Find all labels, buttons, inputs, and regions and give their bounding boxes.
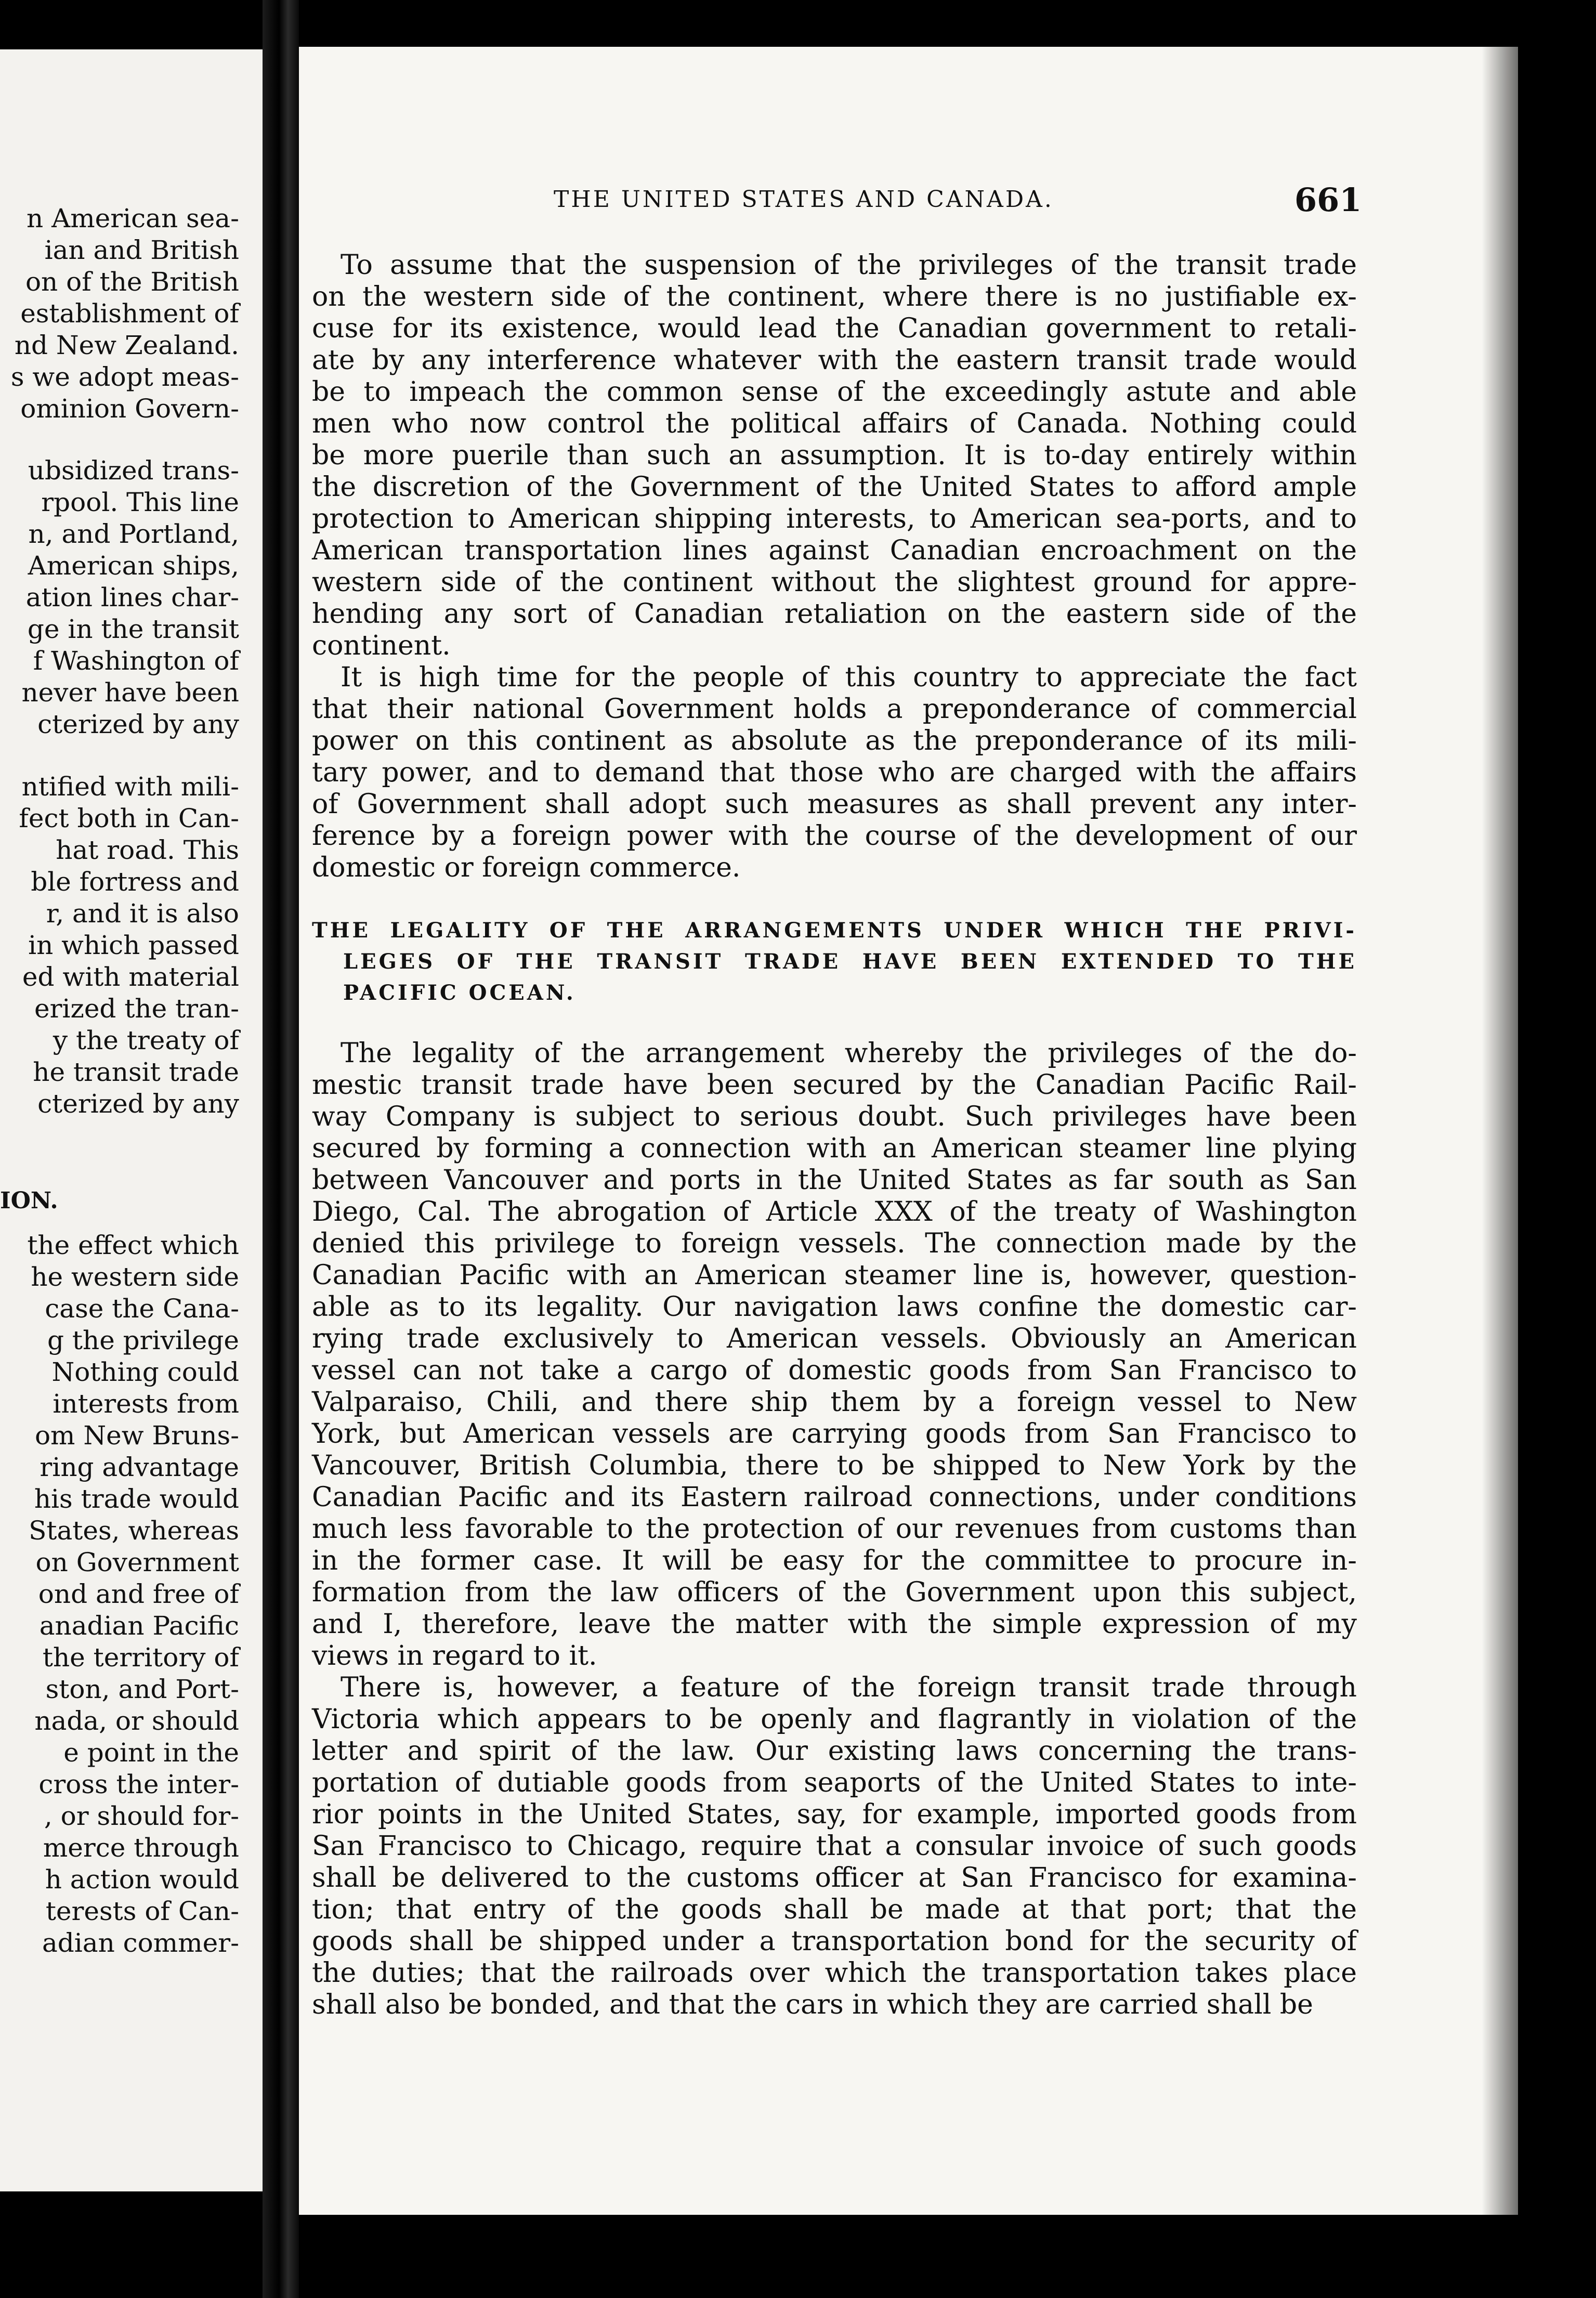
text-line: tary power, and to demand that those who are charged with the affairs <box>312 757 1357 788</box>
left-page-line: ntified with mili- <box>21 772 239 802</box>
left-page-line: om New Bruns- <box>34 1420 239 1451</box>
text-line: vessel can not take a cargo of domestic goods from San Francisco to <box>312 1355 1357 1386</box>
left-page-line: s we adopt meas- <box>10 362 239 392</box>
text-line: York, but American vessels are carrying goods from San Francisco to <box>312 1418 1357 1450</box>
left-page-fragment <box>0 49 263 2191</box>
text-line: able as to its legality. Our navigation laws confine the domestic car- <box>312 1291 1357 1323</box>
text-line: ate by any interference whatever with the eastern transit trade would <box>312 345 1357 376</box>
text-line: San Francisco to Chicago, require that a consular invoice of such goods <box>312 1831 1357 1862</box>
text-line: much less favorable to the protection of our revenues from customs than <box>312 1513 1357 1545</box>
left-page-line: anadian Pacific <box>39 1611 239 1641</box>
left-page-line: cterized by any <box>37 1089 239 1119</box>
left-page-line: ominion Govern- <box>20 394 239 424</box>
page-edge-shadow <box>1482 47 1518 2215</box>
text-line: be more puerile than such an assumption. It is to-day entirely within <box>312 440 1357 471</box>
left-page-line: hat road. This <box>56 835 239 865</box>
text-line: views in regard to it. <box>312 1640 597 1672</box>
left-page-line: States, whereas <box>29 1516 239 1546</box>
left-page-line: y the treaty of <box>53 1025 239 1055</box>
text-line: the discretion of the Government of the United States to afford ample <box>312 472 1357 503</box>
left-page-line: ble fortress and <box>31 867 239 897</box>
text-line: formation from the law officers of the Government upon this subject, <box>312 1577 1357 1608</box>
left-page-line: Nothing could <box>51 1357 239 1387</box>
left-page-line: ge in the transit <box>27 614 239 644</box>
text-line: letter and spirit of the law. Our existing laws concerning the trans- <box>312 1735 1357 1767</box>
text-line: the duties; that the railroads over which the transportation takes place <box>312 1957 1357 1989</box>
left-page-line: terests of Can- <box>45 1896 239 1926</box>
text-line: shall be delivered to the customs officer at San Francisco for examina- <box>312 1862 1357 1894</box>
right-page <box>299 47 1518 2215</box>
paragraphs-after-heading <box>312 1038 1357 2021</box>
text-line: Canadian Pacific with an American steamer line is, however, question- <box>312 1260 1357 1291</box>
text-line: tion; that entry of the goods shall be made at that port; that the <box>312 1894 1357 1925</box>
text-line: Vancouver, British Columbia, there to be shipped to New York by the <box>312 1450 1357 1481</box>
left-page-heading: ION. <box>0 1187 58 1214</box>
left-page-line: n American sea- <box>27 203 239 233</box>
text-line: western side of the continent without the slightest ground for appre- <box>312 567 1357 598</box>
left-page-line: nd New Zealand. <box>14 330 239 360</box>
text-line: cuse for its existence, would lead the Canadian government to retali- <box>312 313 1357 344</box>
section-heading-line: THE LEGALITY OF THE ARRANGEMENTS UNDER WHICH THE PRIVI- <box>312 918 1357 943</box>
left-page-line: e point in the <box>63 1738 239 1768</box>
text-line: rying trade exclusively to American vessels. Obviously an American <box>312 1323 1357 1354</box>
left-page-line: r, and it is also <box>46 898 239 929</box>
text-line: protection to American shipping interests, to American sea-ports, and to <box>312 503 1357 534</box>
text-line: in the former case. It will be easy for the committee to procure in- <box>312 1545 1357 1576</box>
left-page-line: American ships, <box>28 551 239 581</box>
text-line: ference by a foreign power with the course of the development of our <box>312 820 1357 852</box>
paragraph <box>312 1672 1357 2021</box>
section-heading-line: LEGES OF THE TRANSIT TRADE HAVE BEEN EXTENDED TO THE <box>343 949 1357 974</box>
left-page-line: case the Cana- <box>45 1294 239 1324</box>
left-page-line: ond and free of <box>38 1579 239 1609</box>
text-line: continent. <box>312 630 451 661</box>
section-heading-line: PACIFIC OCEAN. <box>343 981 576 1005</box>
left-page-line: cterized by any <box>37 709 239 739</box>
text-line: of Government shall adopt such measures as shall prevent any inter- <box>312 789 1357 820</box>
left-page-line: fect both in Can- <box>19 803 239 833</box>
text-line: between Vancouver and ports in the United States as far south as San <box>312 1165 1357 1196</box>
left-page-line: h action would <box>45 1864 239 1895</box>
left-page-line: his trade would <box>34 1484 239 1514</box>
running-head: THE UNITED STATES AND CANADA. <box>554 186 1054 213</box>
text-line: There is, however, a feature of the foreign transit trade through <box>341 1672 1357 1703</box>
text-line: Diego, Cal. The abrogation of Article XXX of the treaty of Washington <box>312 1196 1357 1228</box>
page-number: 661 <box>1294 181 1362 219</box>
text-line: It is high time for the people of this country to appreciate the fact <box>341 662 1357 693</box>
text-line: goods shall be shipped under a transportation bond for the security of <box>312 1926 1357 1957</box>
left-page-line: g the privilege <box>47 1325 239 1355</box>
body-text <box>312 250 1357 2021</box>
text-line: portation of dutiable goods from seaports of the United States to inte- <box>312 1767 1357 1798</box>
left-page-line: he transit trade <box>33 1057 239 1087</box>
left-page-line: n, and Portland, <box>28 519 239 549</box>
left-page-line: ston, and Port- <box>45 1674 239 1704</box>
text-line: power on this continent as absolute as the preponderance of its mili- <box>312 725 1357 756</box>
left-page-line: merce through <box>43 1833 239 1863</box>
left-page-line: never have been <box>21 677 239 708</box>
left-page-line: ubsidized trans- <box>28 455 239 486</box>
paragraphs-before-heading <box>312 250 1357 884</box>
left-page-line: establishment of <box>20 298 239 329</box>
left-page-line: he western side <box>31 1262 239 1292</box>
paragraph <box>312 662 1357 884</box>
left-page-line: on Government <box>35 1547 239 1577</box>
section-heading <box>312 915 1357 1009</box>
left-page-line: the effect which <box>27 1230 239 1260</box>
text-line: mestic transit trade have been secured by the Canadian Pacific Rail- <box>312 1069 1357 1101</box>
text-line: and I, therefore, leave the matter with the simple expression of my <box>312 1609 1357 1640</box>
left-page-line: interests from <box>53 1389 239 1419</box>
left-page-line: adian commer- <box>42 1928 239 1958</box>
left-page-line: ian and British <box>44 235 239 265</box>
left-page-line: ring advantage <box>40 1452 239 1482</box>
text-line: To assume that the suspension of the privileges of the transit trade <box>341 250 1357 281</box>
text-line: Valparaiso, Chili, and there ship them by a foreign vessel to New <box>312 1387 1357 1418</box>
left-page-line: rpool. This line <box>41 487 239 517</box>
left-page-line: nada, or should <box>34 1706 239 1736</box>
left-page-line: ed with material <box>22 962 239 992</box>
left-page-line: , or should for- <box>44 1801 239 1831</box>
text-line: hending any sort of Canadian retaliation on the eastern side of the <box>312 598 1357 630</box>
text-line: Victoria which appears to be openly and flagrantly in violation of the <box>312 1704 1357 1735</box>
text-line: rior points in the United States, say, for example, imported goods from <box>312 1799 1357 1830</box>
left-page-line: on of the British <box>25 267 239 297</box>
text-line: men who now control the political affairs of Canada. Nothing could <box>312 408 1357 439</box>
paragraph <box>312 1038 1357 1672</box>
paragraph <box>312 250 1357 662</box>
left-page-line: f Washington of <box>33 646 239 676</box>
text-line: way Company is subject to serious doubt. Such privileges have been <box>312 1101 1357 1132</box>
left-page-line: erized the tran- <box>34 994 239 1024</box>
text-line: secured by forming a connection with an American steamer line plying <box>312 1133 1357 1164</box>
text-line: shall also be bonded, and that the cars in which they are carried shall be <box>312 1989 1313 2020</box>
text-line: be to impeach the common sense of the exceedingly astute and able <box>312 376 1357 408</box>
left-page-line: in which passed <box>28 930 239 960</box>
left-page-line: cross the inter- <box>38 1769 239 1799</box>
text-line: The legality of the arrangement whereby the privileges of the do- <box>341 1038 1357 1069</box>
text-line: domestic or foreign commerce. <box>312 852 741 883</box>
left-page-line: ation lines char- <box>25 582 239 612</box>
text-line: Canadian Pacific and its Eastern railroad connections, under conditions <box>312 1482 1357 1513</box>
text-line: American transportation lines against Canadian encroachment on the <box>312 535 1357 566</box>
book-gutter <box>263 0 299 2298</box>
left-page-line: the territory of <box>42 1642 239 1673</box>
text-line: on the western side of the continent, where there is no justifiable ex- <box>312 281 1357 312</box>
text-line: denied this privilege to foreign vessels. The connection made by the <box>312 1228 1357 1259</box>
text-line: that their national Government holds a preponderance of commercial <box>312 694 1357 725</box>
